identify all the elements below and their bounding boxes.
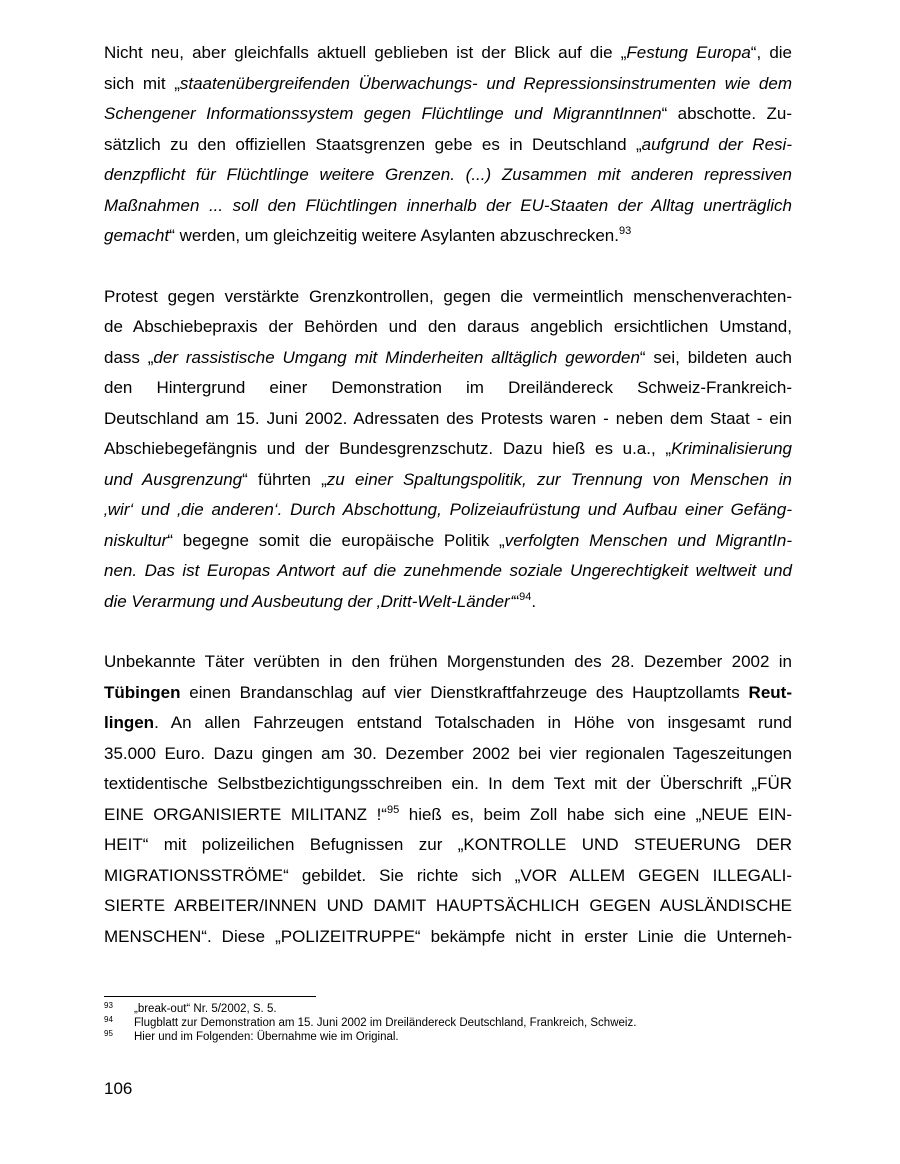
text-run: 35.000 Euro. Dazu gingen am 30. Dezember 2002 bei vier regionalen Tageszeitungen xyxy=(104,743,792,763)
text-run: “ abschotte. Zu- xyxy=(661,104,792,123)
text-line xyxy=(104,769,792,800)
text-run: “ sei, bildeten auch xyxy=(639,347,792,367)
text-line xyxy=(104,404,792,435)
bold-place: Tübingen xyxy=(104,682,181,702)
text-line xyxy=(104,312,792,343)
text-line xyxy=(104,373,792,404)
paragraph xyxy=(104,282,792,618)
text-run: sich mit „ xyxy=(104,73,180,93)
page-number: 106 xyxy=(104,1079,133,1098)
text-line xyxy=(104,434,792,465)
footnotes xyxy=(104,1002,804,1044)
text-line xyxy=(104,495,792,526)
text-line xyxy=(104,99,792,130)
footnote-text: „break-out“ Nr. 5/2002, S. 5. xyxy=(134,1003,277,1015)
text-run: “ xyxy=(513,591,520,611)
text-line xyxy=(104,922,792,953)
text-line xyxy=(104,465,792,496)
italic-quote: Festung Europa xyxy=(626,43,751,62)
text-line xyxy=(104,678,792,709)
text-run: EINE ORGANISIERTE MILITANZ !“ xyxy=(104,804,387,824)
text-line xyxy=(104,282,792,313)
text-line xyxy=(104,647,792,678)
text-run: HEIT“ mit polizeilichen Befugnissen zur „KONTROLLE UND STEUERUNG DER xyxy=(104,835,792,854)
bold-place: Reut- xyxy=(748,682,792,702)
body-text xyxy=(104,38,792,982)
italic-quote: die Verarmung und Ausbeutung der ‚Dritt-Welt-Länder‘ xyxy=(104,591,514,611)
text-run: einen Brandanschlag auf vier Dienstkraftfahrzeuge des Hauptzollamts xyxy=(180,682,749,702)
italic-quote: niskultur xyxy=(104,530,168,550)
text-line xyxy=(104,69,792,100)
text-line xyxy=(104,221,792,252)
italic-quote: der rassistische Umgang mit Minderheiten alltäglich geworden xyxy=(153,347,640,367)
italic-quote: zu einer Spaltungspolitik, zur Trennung von Menschen in xyxy=(326,469,792,489)
text-line xyxy=(104,130,792,161)
text-run: dass „ xyxy=(104,347,154,367)
text-run: . xyxy=(531,591,537,611)
italic-quote: Schengener Informationssystem gegen Flüchtlinge und MigranntInnen xyxy=(104,104,662,123)
text-run: “ führten „ xyxy=(242,469,327,489)
footnote-ref: 95 xyxy=(386,803,400,816)
text-run: Protest gegen verstärkte Grenzkontrollen, gegen die vermeintlich menschenverachten- xyxy=(104,286,792,306)
italic-quote: staatenübergreifenden Überwachungs- und Repressionsinstrumenten wie dem xyxy=(179,73,793,93)
text-line xyxy=(104,708,792,739)
text-line xyxy=(104,556,792,587)
italic-quote: ‚wir‘ und ‚die anderen‘. Durch Abschottung, Polizeiaufrüstung und Aufbau einer Gefäng- xyxy=(104,500,792,519)
text-run: Deutschland am 15. Juni 2002. Adressaten des Protests waren - neben dem Staat - ein xyxy=(104,408,792,428)
text-line xyxy=(104,587,792,618)
text-run: hieß es, beim Zoll habe sich eine „NEUE EIN- xyxy=(399,804,792,824)
text-line xyxy=(104,38,792,69)
text-line xyxy=(104,800,792,831)
text-run: Unbekannte Täter verübten in den frühen Morgenstunden des 28. Dezember 2002 in xyxy=(104,652,792,671)
footnote-ref: 94 xyxy=(519,590,532,603)
text-run: . An allen Fahrzeugen entstand Totalschaden in Höhe von insgesamt rund xyxy=(154,713,792,732)
text-line xyxy=(104,739,792,770)
footnote xyxy=(104,1002,804,1016)
footnote-text: Hier und im Folgenden: Übernahme wie im Original. xyxy=(134,1031,399,1043)
paragraph xyxy=(104,647,792,952)
text-run: SIERTE ARBEITER/INNEN UND DAMIT HAUPTSÄCHLICH GEGEN AUSLÄNDISCHE xyxy=(104,896,792,915)
text-line xyxy=(104,343,792,374)
text-run: MENSCHEN“. Diese „POLIZEITRUPPE“ bekämpfe nicht in erster Linie die Unterneh- xyxy=(104,926,792,946)
text-run: sätzlich zu den offiziellen Staatsgrenzen gebe es in Deutschland „ xyxy=(104,134,642,154)
text-run: de Abschiebepraxis der Behörden und den daraus angeblich ersichtlichen Umstand, xyxy=(104,317,792,336)
footnote xyxy=(104,1030,804,1044)
italic-quote: gemacht xyxy=(104,226,170,245)
text-run: textidentische Selbstbezichtigungsschreiben ein. In dem Text mit der Überschrift „FÜR xyxy=(104,774,792,793)
text-line xyxy=(104,191,792,222)
italic-quote: verfolgten Menschen und MigrantIn- xyxy=(504,530,792,550)
italic-quote: Maßnahmen ... soll den Flüchtlingen innerhalb der EU-Staaten der Alltag unerträglich xyxy=(104,195,792,215)
italic-quote: nen. Das ist Europas Antwort auf die zunehmende soziale Ungerechtigkeit weltweit und xyxy=(104,561,792,580)
footnote-number: 95 xyxy=(104,1029,113,1038)
text-run: MIGRATIONSSTRÖME“ gebildet. Sie richte sich „VOR ALLEM GEGEN ILLEGALI- xyxy=(104,865,792,885)
footnote-divider xyxy=(104,996,316,997)
italic-quote: denzpflicht für Flüchtlinge weitere Grenzen. (...) Zusammen mit anderen repressiven xyxy=(104,165,792,184)
text-line xyxy=(104,891,792,922)
text-run: Abschiebegefängnis und der Bundesgrenzschutz. Dazu hieß es u.a., „ xyxy=(104,439,672,458)
text-line xyxy=(104,830,792,861)
text-line xyxy=(104,526,792,557)
text-run: Nicht neu, aber gleichfalls aktuell geblieben ist der Blick auf die „ xyxy=(104,43,627,62)
text-run: “ begegne somit die europäische Politik „ xyxy=(167,530,505,550)
text-line xyxy=(104,160,792,191)
text-line xyxy=(104,861,792,892)
footnote-text: Flugblatt zur Demonstration am 15. Juni 2002 im Dreiländereck Deutschland, Frankreich, Schweiz. xyxy=(134,1017,637,1029)
italic-quote: Kriminalisierung xyxy=(671,439,792,458)
footnote-number: 93 xyxy=(104,1001,113,1010)
bold-place: lingen xyxy=(104,713,155,732)
text-run: den Hintergrund einer Demonstration im Dreiländereck Schweiz-Frankreich- xyxy=(104,378,792,397)
text-run: “ werden, um gleichzeitig weitere Asylanten abzuschrecken. xyxy=(169,226,619,245)
paragraph xyxy=(104,38,792,252)
italic-quote: und Ausgrenzung xyxy=(104,469,243,489)
footnote-number: 94 xyxy=(104,1015,113,1024)
footnote-ref: 93 xyxy=(619,225,632,237)
text-run: “, die xyxy=(750,43,793,62)
footnote xyxy=(104,1016,804,1030)
italic-quote: aufgrund der Resi- xyxy=(641,134,792,154)
